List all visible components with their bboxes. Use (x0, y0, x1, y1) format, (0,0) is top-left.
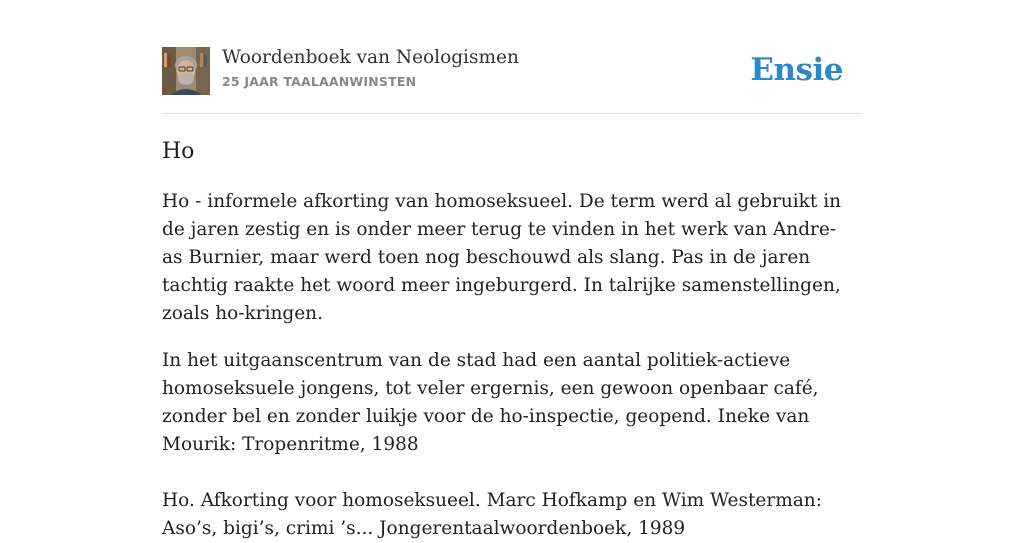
blog-tagline: 25 JAAR TAALAANWINSTEN (222, 74, 417, 89)
post-paragraph: Ho. Afkorting voor homoseksueel. Marc Hofkamp en Wim Westerman: Aso’s, bigi’s, crimi ’s... Jongerentaalwoordenboek, 1989 (162, 490, 822, 539)
post-content (162, 136, 862, 543)
blog-header (162, 46, 862, 114)
post-paragraph: Ho - informele afkorting van homoseksueel. De term werd al gebruikt in de jaren zestig en is onder meer terug te vinden in het werk van Andre- as Burnier, maar werd toen nog beschouwd als slang. Pas in de jaren tachtig raakte het woord meer ingeburgerd. In talrijke samenstellingen, zoals ho-kringen. (162, 191, 842, 324)
ensie-logo[interactable]: Ensie (750, 52, 843, 88)
post-paragraph: In het uitgaanscentrum van de stad had een aantal politiek-actieve homoseksuele jongens, tot veler ergernis, een gewoon openbaar café, zonder bel en zonder luikje voor de ho-inspectie, geopend. Ineke van Mourik: Tropenritme, 1988 (162, 350, 819, 455)
author-avatar[interactable] (162, 47, 210, 95)
author-portrait-icon (162, 47, 210, 95)
post-title: Ho (162, 139, 195, 164)
blog-name[interactable]: Woordenboek van Neologismen (222, 47, 519, 68)
